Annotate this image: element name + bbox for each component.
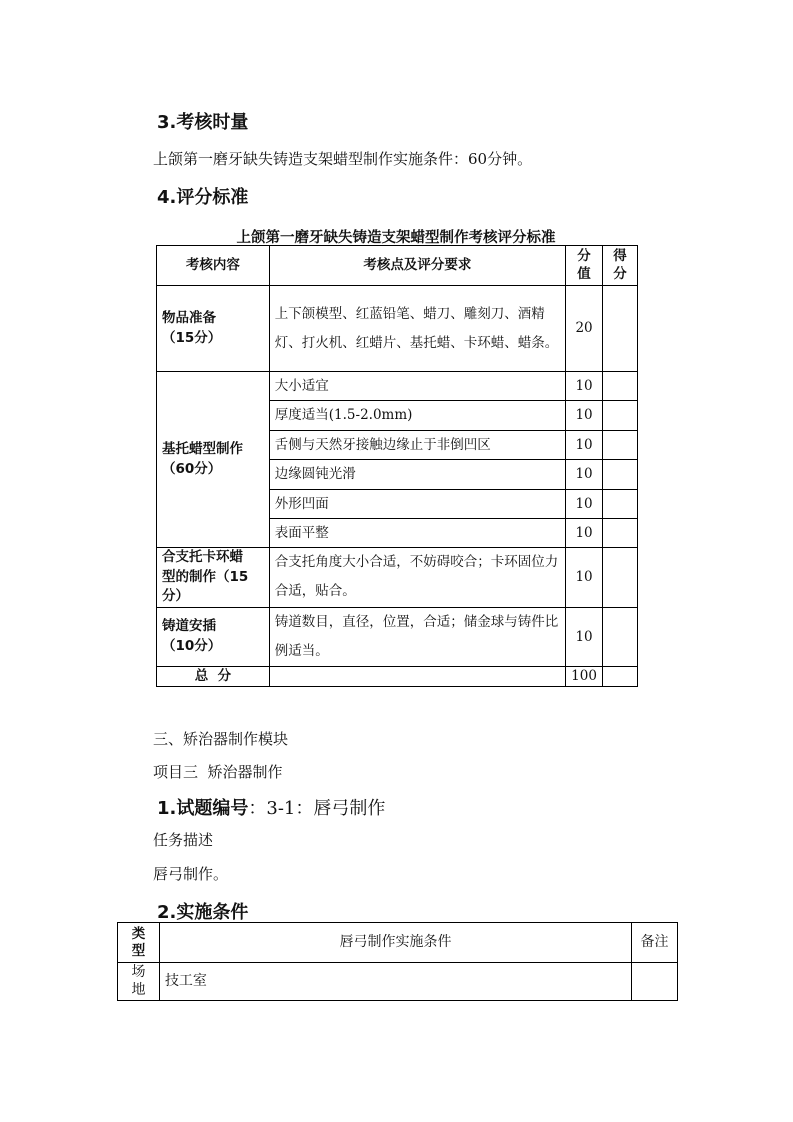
total-points [269, 666, 565, 686]
item-score: 20 [566, 286, 603, 372]
project-title: 项目三 矫治器制作 [153, 763, 283, 781]
item-got [603, 460, 638, 490]
item-got [603, 548, 638, 608]
section-title-conditions: 2.实施条件 [157, 902, 249, 923]
header-points: 考核点及评分要求 [269, 246, 565, 286]
item-got [603, 607, 638, 666]
item-text: 大小适宜 [269, 372, 565, 401]
header-type: 类 型 [118, 923, 160, 963]
item-got [603, 372, 638, 401]
item-score: 10 [566, 548, 603, 608]
task-text: 唇弓制作。 [153, 865, 229, 883]
item-text: 合支托角度大小合适，不妨碍咬合；卡环固位力合适，贴合。 [269, 548, 565, 608]
row-conditions: 技工室 [159, 963, 631, 1001]
total-label: 总 分 [157, 666, 270, 686]
table-row [157, 548, 638, 608]
header-conditions: 唇弓制作实施条件 [159, 923, 631, 963]
item-score: 10 [566, 490, 603, 519]
item-score: 10 [566, 460, 603, 490]
item-got [603, 519, 638, 548]
item-text: 厚度适当(1.5-2.0mm) [269, 401, 565, 431]
item-score: 10 [566, 431, 603, 460]
item-score: 10 [566, 401, 603, 431]
total-score: 100 [566, 666, 603, 686]
group-label: 合支托卡环蜡 型的制作（15 分） [157, 548, 270, 608]
group-label: 基托蜡型制作 （60分） [157, 372, 270, 548]
group-label: 物品准备 （15分） [157, 286, 270, 372]
group-label: 铸道安插 （10分） [157, 607, 270, 666]
task-label: 任务描述 [153, 831, 214, 849]
item-score: 10 [566, 519, 603, 548]
item-text: 边缘圆钝光滑 [269, 460, 565, 490]
table-total-row [157, 666, 638, 686]
item-score: 10 [566, 372, 603, 401]
section-title-scoring: 4.评分标准 [157, 187, 249, 208]
question-number: 1.试题编号 [157, 798, 249, 819]
scoring-table [156, 245, 638, 687]
conditions-table [117, 922, 678, 1001]
header-score: 分 值 [566, 246, 603, 286]
item-text: 表面平整 [269, 519, 565, 548]
item-score: 10 [566, 607, 603, 666]
total-got [603, 666, 638, 686]
table-header-row [118, 923, 678, 963]
item-got [603, 431, 638, 460]
item-got [603, 286, 638, 372]
item-got [603, 401, 638, 431]
item-text: 上下颌模型、红蓝铅笔、蜡刀、雕刻刀、酒精灯、打火机、红蜡片、基托蜡、卡环蜡、蜡条。 [269, 286, 565, 372]
exam-time-text: 上颌第一磨牙缺失铸造支架蜡型制作实施条件：60分钟。 [153, 150, 533, 168]
row-notes [632, 963, 678, 1001]
header-notes: 备注 [632, 923, 678, 963]
question-title: ：3-1：唇弓制作 [248, 798, 386, 819]
module-title: 三、矫治器制作模块 [153, 730, 289, 748]
item-text: 铸道数目，直径，位置，合适；储金球与铸件比例适当。 [269, 607, 565, 666]
item-got [603, 490, 638, 519]
table-caption: 上颌第一磨牙缺失铸造支架蜡型制作考核评分标准 [236, 230, 556, 246]
table-header-row [157, 246, 638, 286]
row-type: 场 地 [118, 963, 160, 1001]
header-content: 考核内容 [157, 246, 270, 286]
section-title-exam-time: 3.考核时量 [157, 112, 249, 133]
item-text: 舌侧与天然牙接触边缘止于非倒凹区 [269, 431, 565, 460]
table-row [157, 286, 638, 372]
table-row [157, 607, 638, 666]
table-row [157, 372, 638, 401]
question-heading [157, 794, 385, 820]
header-got: 得 分 [603, 246, 638, 286]
table-row [118, 963, 678, 1001]
item-text: 外形凹面 [269, 490, 565, 519]
